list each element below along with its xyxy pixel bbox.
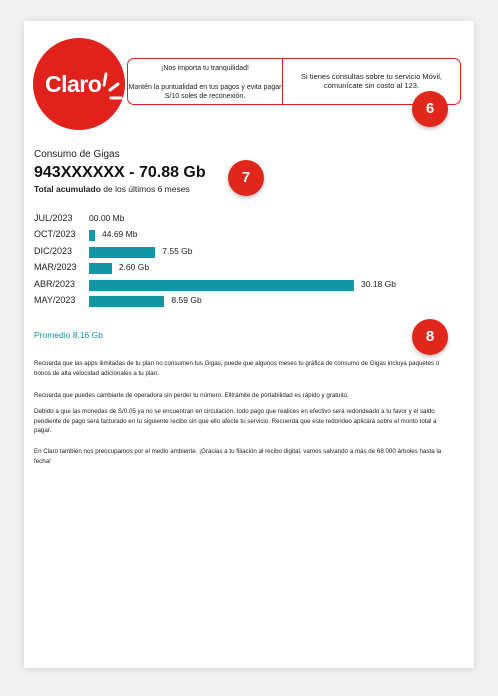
- sun-rays-icon: [33, 38, 125, 130]
- bar-value-label: 00.00 Mb: [89, 213, 125, 223]
- bar-value-label: 8.59 Gb: [171, 295, 202, 305]
- bar-category-label: MAR/2023: [34, 262, 77, 273]
- bar-category-label: JUL/2023: [34, 213, 73, 223]
- bar-value-label: 7.55 Gb: [162, 245, 193, 256]
- bar-row: [34, 293, 464, 309]
- info-box-left: [128, 59, 283, 104]
- bar-category-label: OCT/2023: [34, 229, 76, 240]
- consumo-subtitle-rest: de los últimos 6 meses: [100, 184, 190, 194]
- consumo-subtitle-bold: Total acumulado: [34, 184, 101, 194]
- callout-badge-6: 6: [412, 91, 448, 127]
- punctuality-note: Mantén la puntualidad en tus pagos y evita pagar S/10 soles de reconexión.: [128, 84, 282, 100]
- logo-text: Claro: [45, 71, 102, 97]
- bar-value-label: 2.60 Gb: [118, 262, 150, 273]
- callout-badge-8: 8: [412, 319, 448, 355]
- info-box: [127, 58, 461, 105]
- bar-row: [34, 244, 464, 260]
- bar-row: [34, 277, 464, 293]
- callout-badge-7: 7: [228, 160, 264, 196]
- paragraph-environment: En Claro también nos preocupamos por el medio ambiente. ¡Gracias a tu filiación al recibo digital, vamos salvando a más de 68 000 árboles hasta la fecha!: [34, 448, 442, 465]
- consumo-title: 943XXXXXX - 70.88 Gb: [34, 164, 206, 181]
- consumo-subtitle: [34, 184, 190, 194]
- bar: [89, 247, 155, 258]
- bar-value-label: 44.69 Mb: [102, 229, 138, 240]
- bar-category-label: DIC/2023: [34, 245, 73, 256]
- bar-row: [34, 211, 464, 227]
- consumo-label: Consumo de Gigas: [34, 149, 120, 160]
- claro-logo: [33, 38, 125, 130]
- bar: [89, 230, 95, 241]
- paragraph-apps: Recuerda que las apps ilimitadas de tu plan no consumen tus Gigas, puede que algunos meses tu gráfica de consumo de Gigas incluya paquetes o bonos de alta velocidad adicionales a tu plan.: [34, 360, 440, 377]
- bar-category-label: MAY/2023: [34, 295, 76, 305]
- bar: [89, 296, 164, 307]
- bill-page: [24, 21, 474, 668]
- support-note: Si tienes consultas sobre tu servicio Móvil, comunícate sin costo al 123.: [301, 72, 442, 90]
- paragraph-portability: Recuerda que puedes cambiarte de operadora sin perder tu número. Elltrámite de portabilidad es rápido y gratuito.: [34, 392, 349, 399]
- bar-row: [34, 227, 464, 243]
- bar: [89, 263, 112, 274]
- average-usage: Promedio 8.16 Gb: [34, 330, 103, 340]
- tranquility-note: ¡Nos importa tu tranquilidad!: [161, 65, 249, 72]
- bar-category-label: ABR/2023: [34, 278, 76, 289]
- bar-value-label: 30.18 Gb: [361, 278, 396, 289]
- bar-row: [34, 260, 464, 276]
- gigas-bar-chart: [34, 211, 464, 311]
- paragraph-rounding: Debido a que las monedas de S/0.05 ya no se encuentran en circulación, todo pago que realices en efectivo será redondeado a tu favor y el saldo pendiente de pago será facturado en tu siguiente recibo sin que ello afecte tu servicio. Recuerda que este redondeo aplicará sobre el monto total a pagar.: [34, 408, 437, 434]
- bar: [89, 280, 354, 291]
